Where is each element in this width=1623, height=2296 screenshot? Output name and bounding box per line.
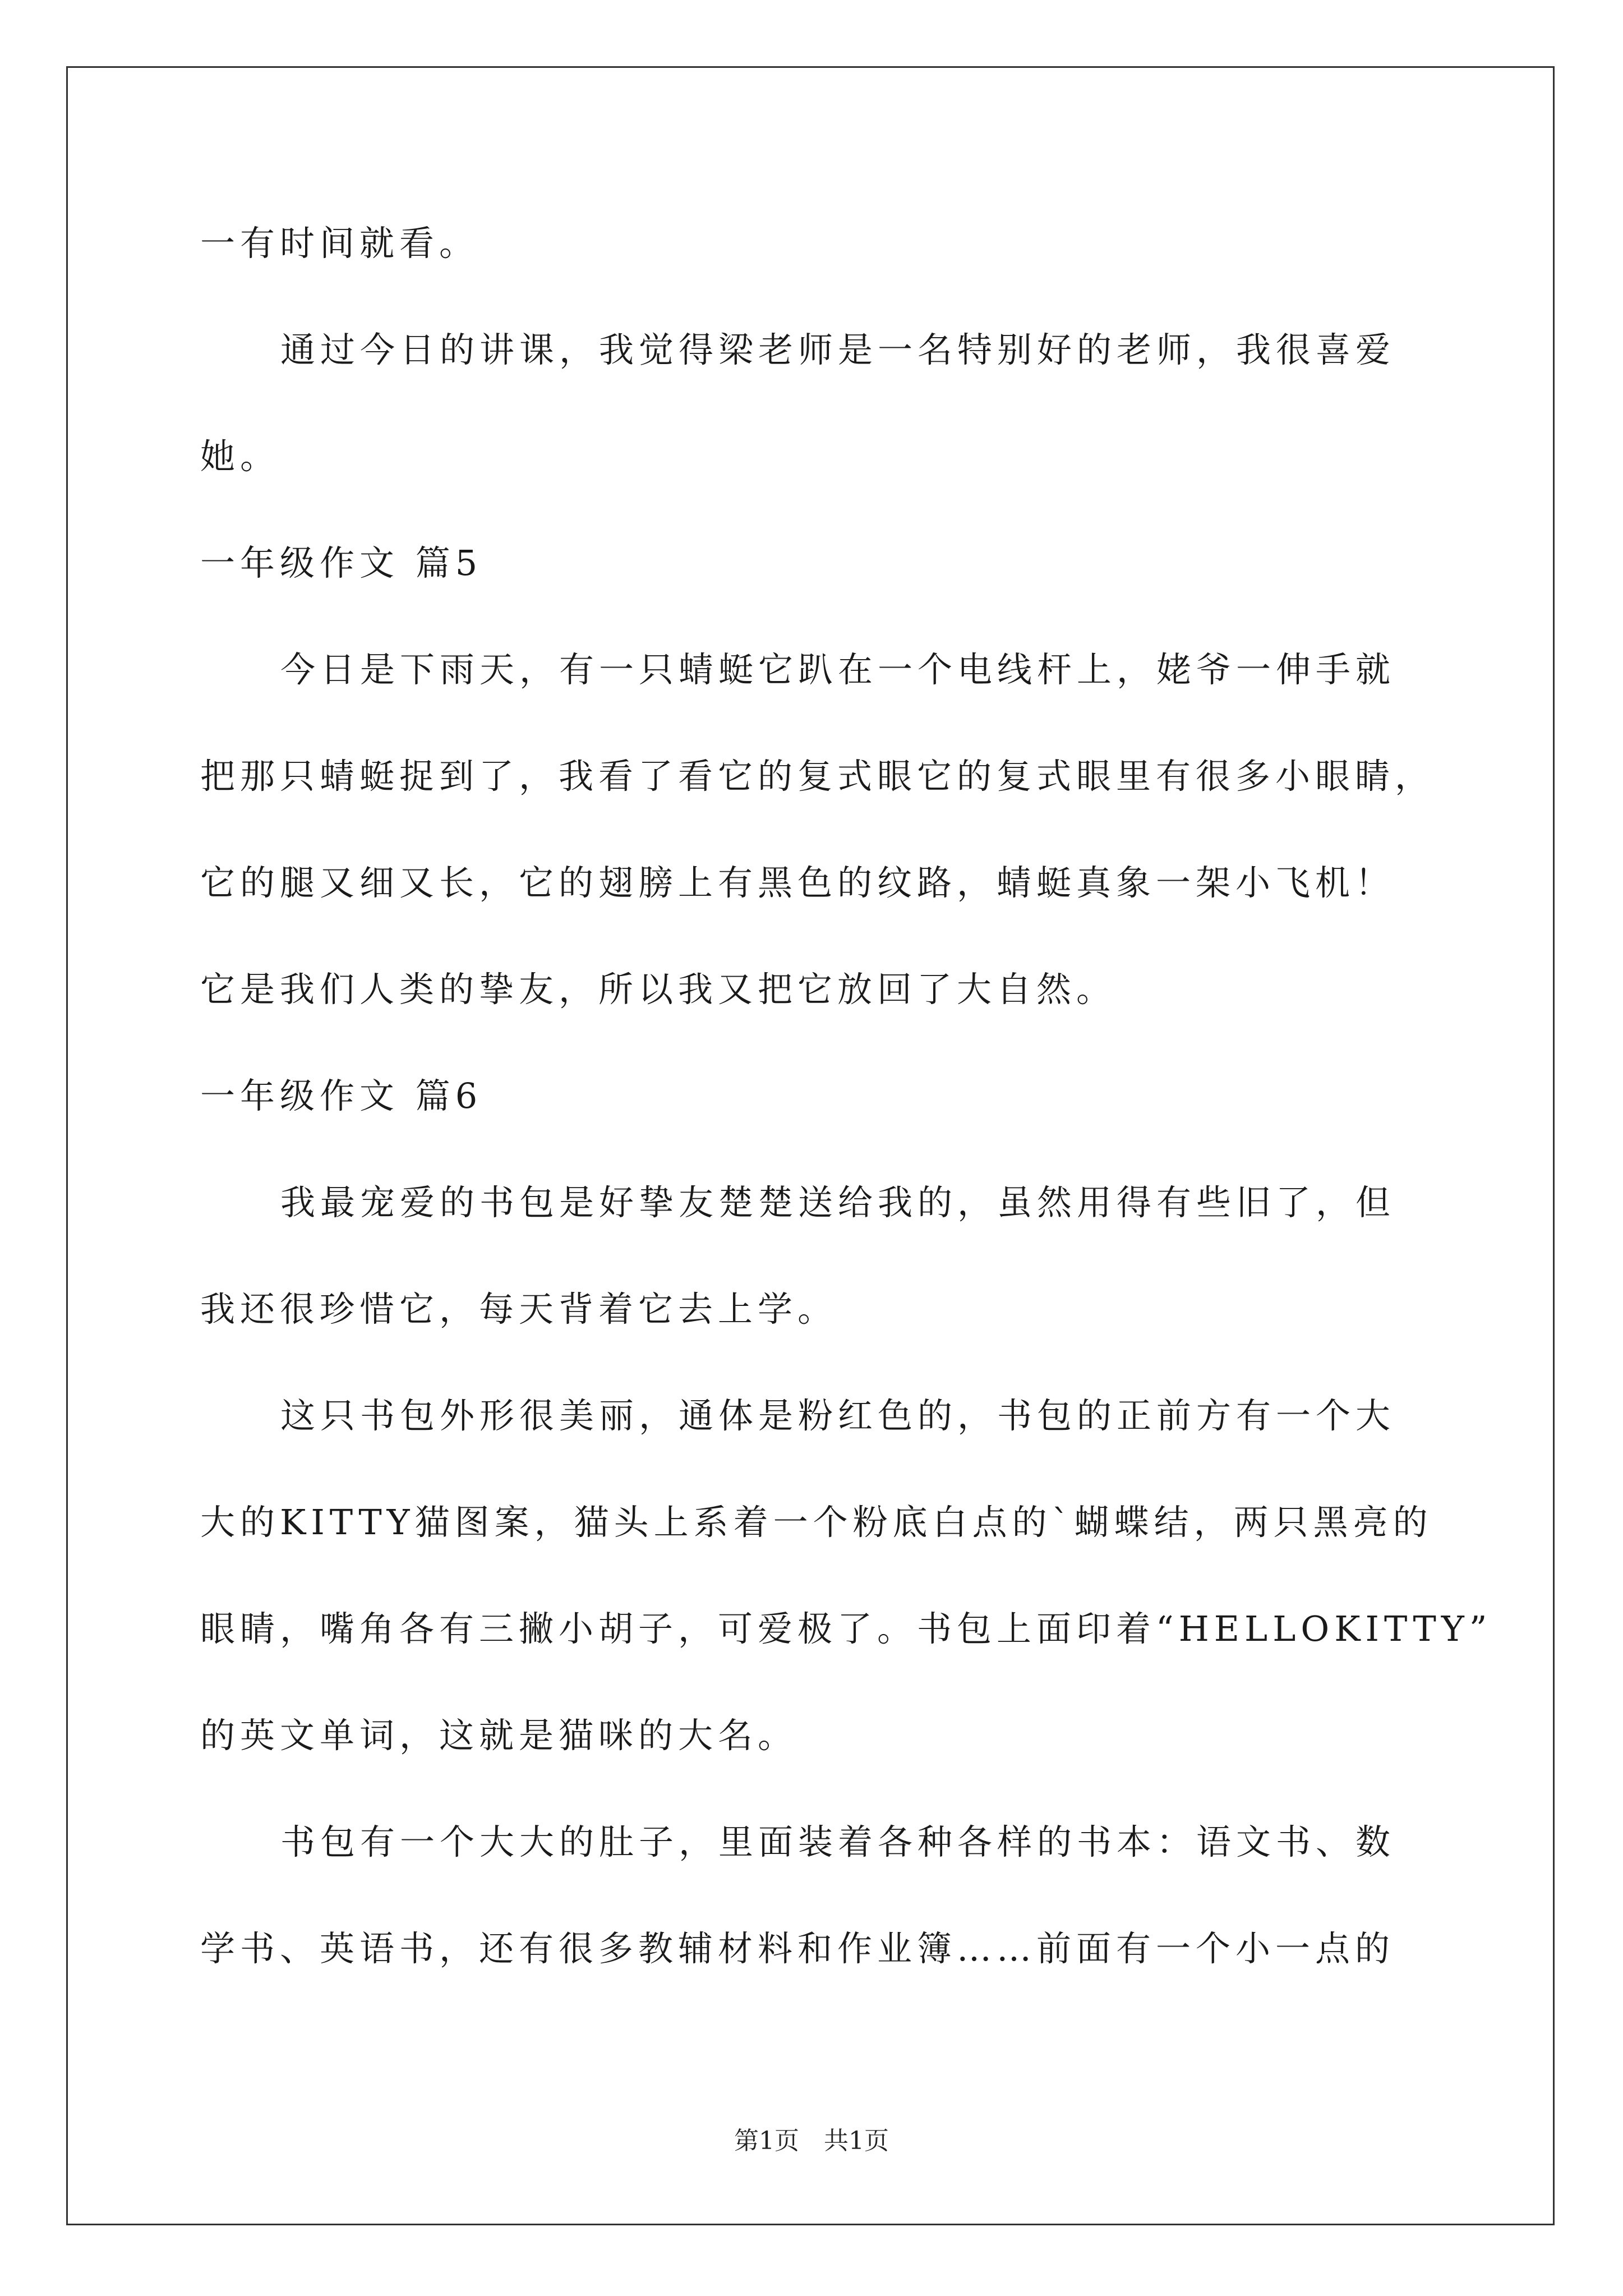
text-line: 大的KITTY猫图案，猫头上系着一个粉底白点的`蝴蝶结，两只黑亮的 xyxy=(200,1502,1433,1543)
text-line: 学书、英语书，还有很多教辅材料和作业簿……前面有一个小一点的 xyxy=(200,1928,1395,1969)
section-heading: 一年级作文 篇6 xyxy=(200,1075,483,1116)
page-number-footer: 第1页 共1页 xyxy=(734,2127,889,2155)
paragraph-start-line: 书包有一个大大的肚子，里面装着各种各样的书本：语文书、数 xyxy=(280,1821,1396,1862)
text-line: 一有时间就看。 xyxy=(200,223,479,264)
paragraph-start-line: 今日是下雨天，有一只蜻蜓它趴在一个电线杆上，姥爷一伸手就 xyxy=(280,649,1396,690)
text-line: 她。 xyxy=(200,436,280,477)
section-heading: 一年级作文 篇5 xyxy=(200,542,483,583)
text-line: 它是我们人类的挚友，所以我又把它放回了大自然。 xyxy=(200,969,1117,1010)
paragraph-start-line: 这只书包外形很美丽，通体是粉红色的，书包的正前方有一个大 xyxy=(280,1395,1396,1436)
text-line: 眼睛，嘴角各有三撇小胡子，可爱极了。书包上面印着“HELLOKITTY” xyxy=(200,1608,1492,1649)
page-border xyxy=(66,66,1555,2225)
text-line: 把那只蜻蜓捉到了，我看了看它的复式眼它的复式眼里有很多小眼睛， xyxy=(200,756,1435,797)
text-line: 我还很珍惜它，每天背着它去上学。 xyxy=(200,1289,838,1329)
text-line: 的英文单词，这就是猫咪的大名。 xyxy=(200,1715,798,1756)
paragraph-start-line: 通过今日的讲课，我觉得梁老师是一名特别好的老师，我很喜爱 xyxy=(280,329,1396,370)
paragraph-start-line: 我最宠爱的书包是好挚友楚楚送给我的，虽然用得有些旧了，但 xyxy=(280,1182,1396,1223)
text-line: 它的腿又细又长，它的翅膀上有黑色的纹路，蜻蜓真象一架小飞机！ xyxy=(200,862,1395,903)
